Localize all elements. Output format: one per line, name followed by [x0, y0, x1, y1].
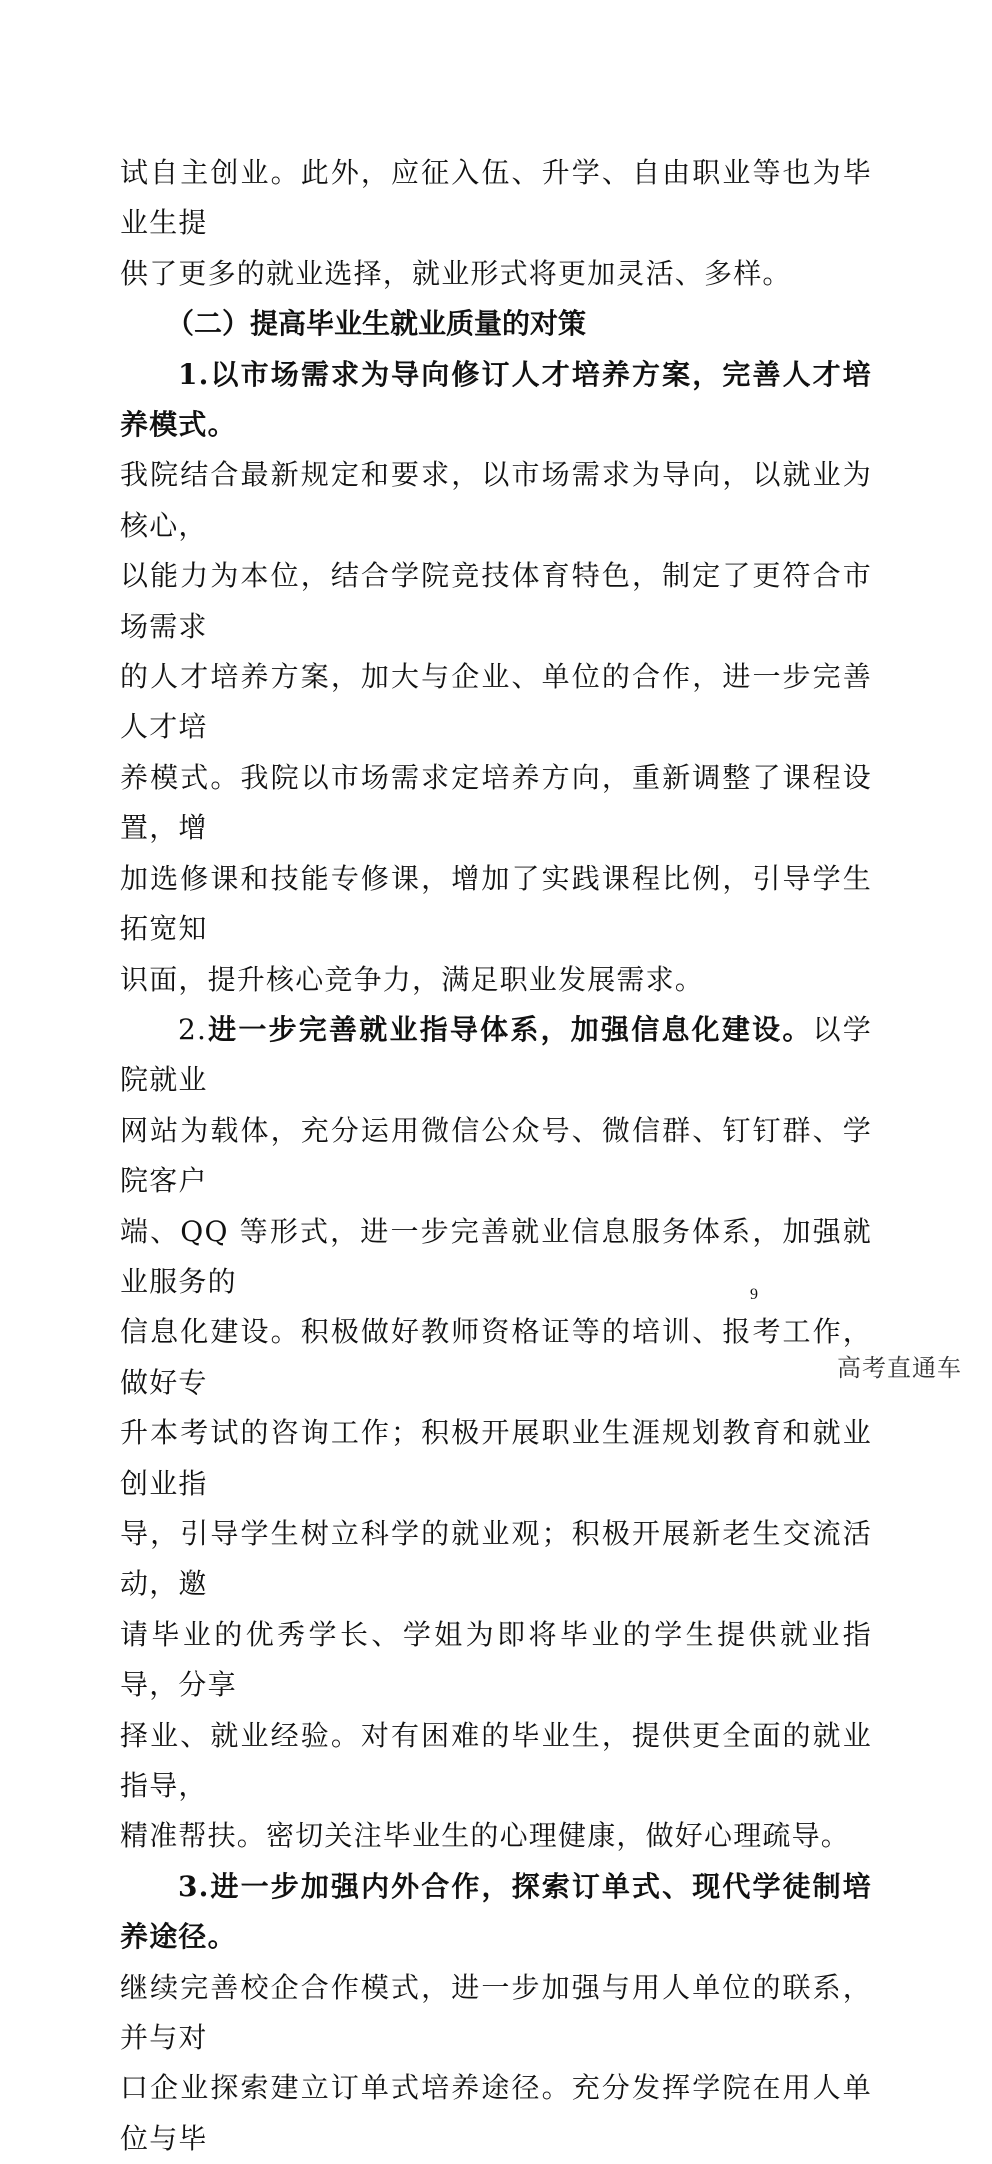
paragraph-2-body: 以学院就业 网站为载体，充分运用微信公众号、微信群、钉钉群、学院客户 端、QQ 等形式，进一步完善就业信息服务体系，加强就业服务的 信息化建设。积极做好教师资格证等的培训、报考工作，做好专 升本考试的咨询工作；积极开展职业生涯规划教育和就业创业指 导，引导学生树立科学的就业观；积极开展新老生交流活动，邀 请毕业的优秀学长、学姐为即将毕业的学生提供就业指导，分享 择业、就业经验。对有困难的毕业生，提供更全面的就业指导， 精准帮扶。密切关注毕业生的心理健康，做好心理疏导。: [120, 1012, 872, 1853]
paragraph-1-heading: 1.以市场需求为导向修订人才培养方案，完善人才培养模式。: [120, 357, 872, 442]
paragraph-continuation: 试自主创业。此外，应征入伍、升学、自由职业等也为毕业生提 供了更多的就业选择，就业形式将更加灵活、多样。: [120, 156, 872, 290]
paragraph-2: [120, 1005, 872, 1862]
paragraph-3-heading: 3.进一步加强内外合作，探索订单式、现代学徒制培养途径。: [120, 1869, 872, 1954]
section-heading: （二）提高毕业生就业质量的对策: [166, 307, 587, 341]
paragraph-3-body: 继续完善校企合作模式，进一步加强与用人单位的联系，并与对 口企业探索建立订单式培养途径。充分发挥学院在用人单位与毕: [120, 1970, 872, 2155]
paragraph-2-heading: 进一步完善就业指导体系，加强信息化建设。: [207, 1012, 813, 1046]
page-number: 9: [750, 1286, 758, 1303]
paragraph-2-number: 2.: [178, 1012, 208, 1046]
watermark-text: 高考直通车: [837, 1354, 962, 1382]
paragraph-3: [120, 1862, 872, 2164]
document-body: [120, 148, 872, 2164]
paragraph-1-body: 我院结合最新规定和要求，以市场需求为导向，以就业为核心， 以能力为本位，结合学院竞技体育特色，制定了更符合市场需求 的人才培养方案，加大与企业、单位的合作，进一步完善人才培 养模式。我院以市场需求定培养方向，重新调整了课程设置，增 加选修课和技能专修课，增加了实践课程比例，引导学生拓宽知 识面，提升核心竞争力，满足职业发展需求。: [120, 458, 872, 996]
paragraph-1: [120, 350, 872, 1005]
